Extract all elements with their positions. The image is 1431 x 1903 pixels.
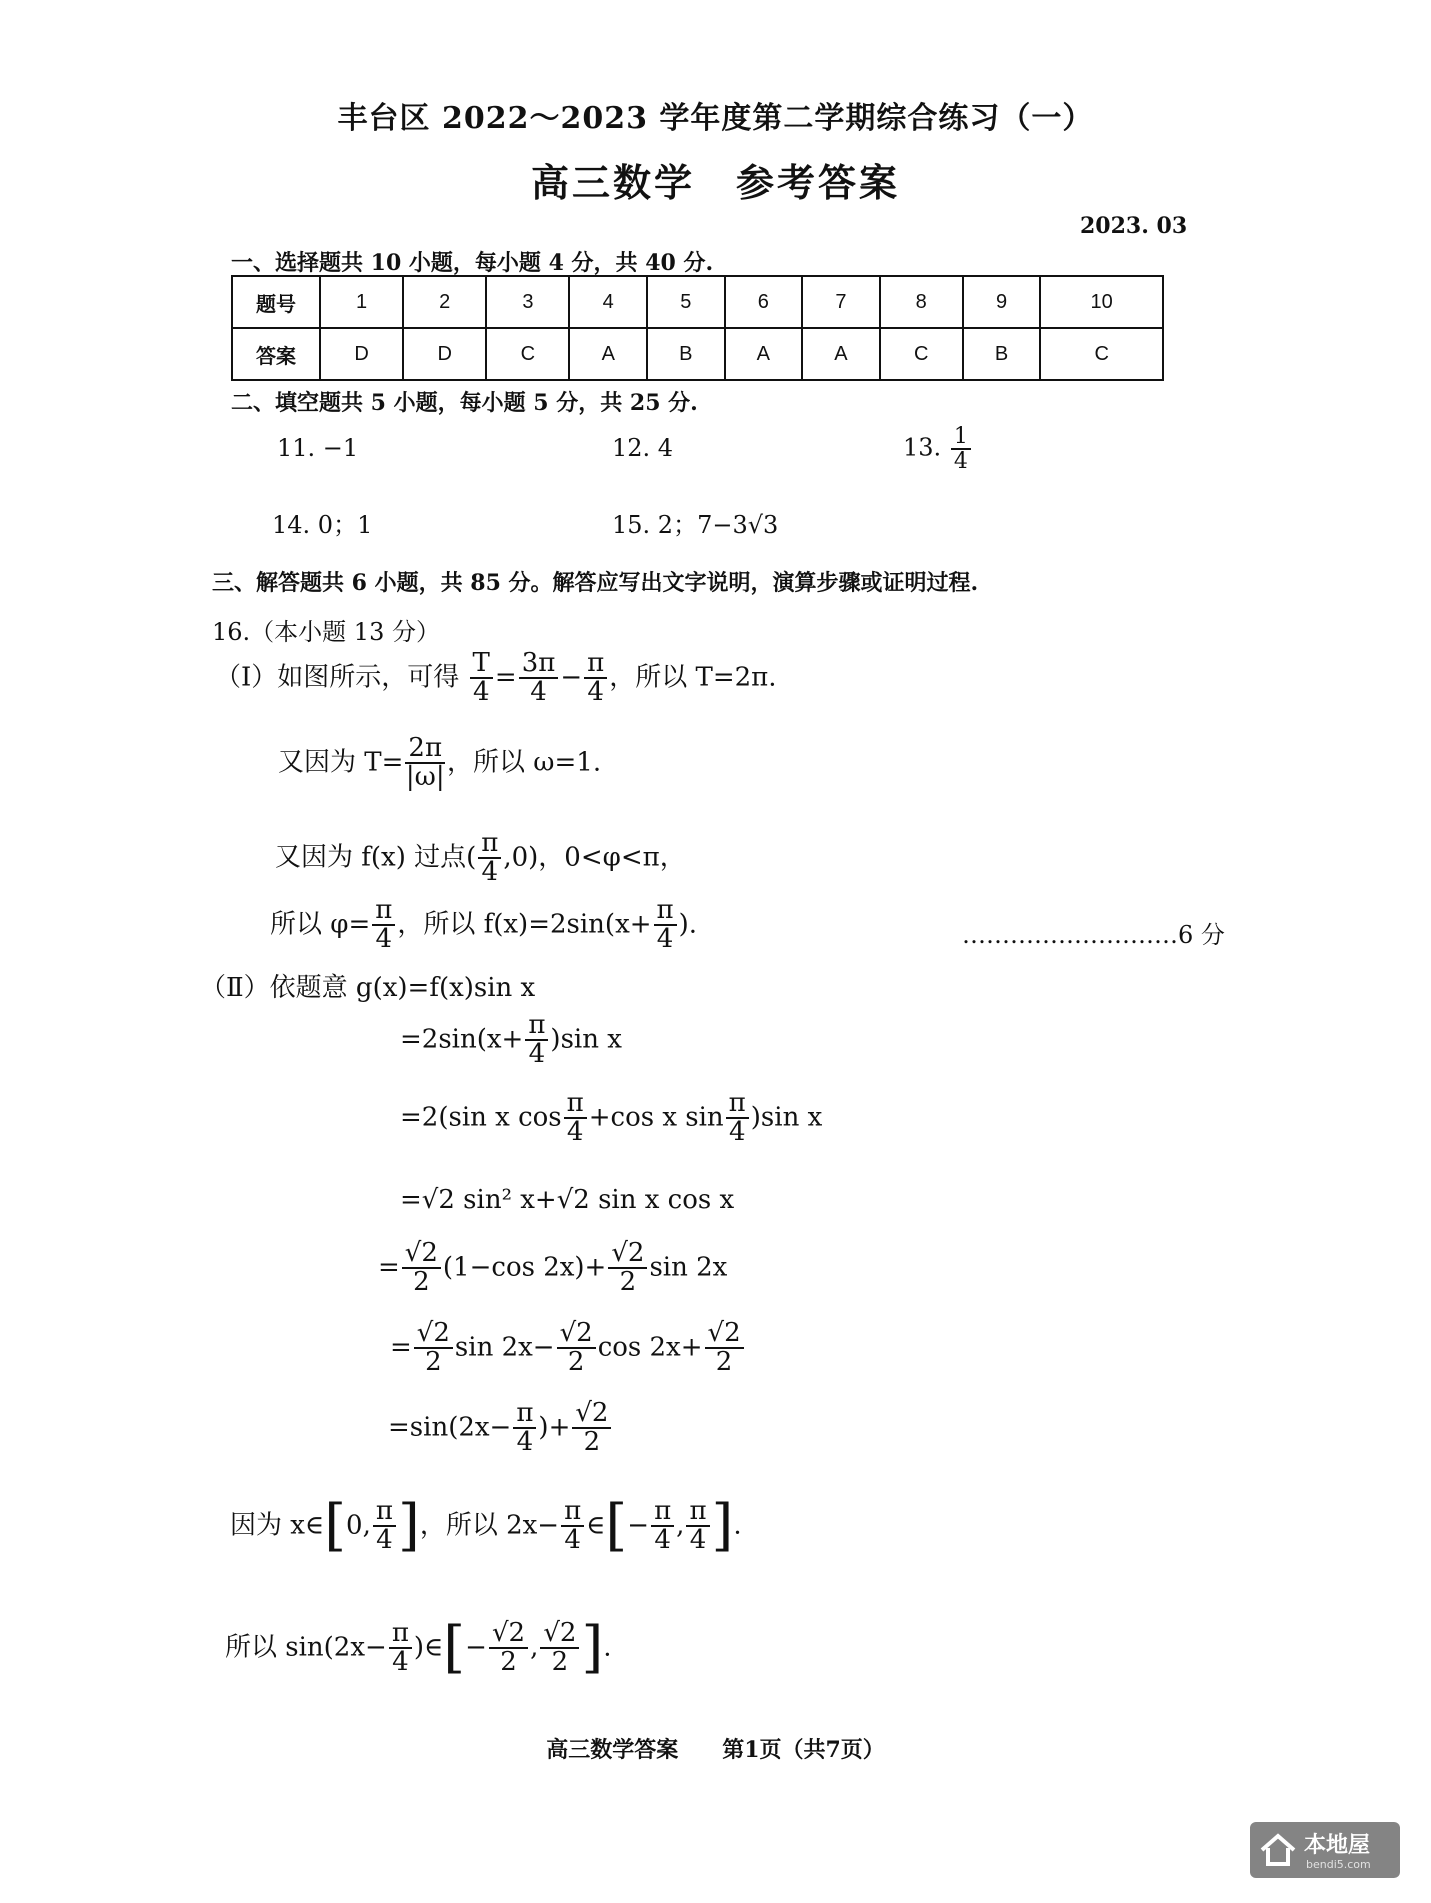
question-number: 10 bbox=[1040, 276, 1163, 328]
part1-line2: 又因为 T= $\frac{2\pi}{|\omega|}$ ，所以 ω=1. bbox=[278, 733, 602, 793]
answer-cell: C bbox=[1040, 328, 1163, 380]
answer-row-label: 答案 bbox=[232, 328, 320, 380]
answer-cell: D bbox=[403, 328, 486, 380]
question-number: 8 bbox=[880, 276, 963, 328]
question-number: 2 bbox=[403, 276, 486, 328]
answer-cell: D bbox=[320, 328, 403, 380]
part2-line1: （Ⅱ）依题意 g(x)=f(x)sin x bbox=[200, 973, 536, 1003]
question-number: 4 bbox=[569, 276, 647, 328]
equation-step-2: =2(sin x cos $\frac{\pi}{4}$ +cos x sin $\frac{\pi}{4}$ )sin x bbox=[400, 1088, 823, 1148]
answer-15: 15. 2；7−3√3 bbox=[612, 511, 779, 539]
answer-cell: C bbox=[486, 328, 569, 380]
question-row-label: 题号 bbox=[232, 276, 320, 328]
fraction: $\frac{√2}{2}$ bbox=[540, 1620, 579, 1677]
fraction: $\frac{\pi}{4}$ bbox=[373, 1498, 396, 1555]
document-subtitle: 高三数学 参考答案 bbox=[530, 160, 900, 205]
fraction: $\frac{T}{4}$ bbox=[470, 650, 493, 707]
question-row bbox=[232, 276, 1163, 328]
fraction: $\frac{\pi}{4}$ bbox=[513, 1400, 536, 1457]
fraction: $\frac{\pi}{4}$ bbox=[654, 897, 677, 954]
question-number: 6 bbox=[725, 276, 803, 328]
range-line-1: 因为 x∈[0, $\frac{\pi}{4}$ ]，所以 2x− $\frac{\pi}{4}$ ∈[− $\frac{\pi}{4}$ , $\frac{\pi}{4}$ ]. bbox=[230, 1493, 742, 1559]
answer-12: 12. 4 bbox=[612, 434, 674, 462]
question-number: 1 bbox=[320, 276, 403, 328]
answer-cell: B bbox=[647, 328, 725, 380]
fraction: $\frac{√2}{2}$ bbox=[489, 1620, 528, 1677]
question-number: 5 bbox=[647, 276, 725, 328]
fraction: $\frac{\pi}{4}$ bbox=[372, 897, 395, 954]
fraction: $\frac{√2}{2}$ bbox=[572, 1400, 611, 1457]
fraction: $\frac{\pi}{4}$ bbox=[525, 1012, 548, 1069]
fraction: $\frac{√2}{2}$ bbox=[402, 1240, 441, 1297]
fraction: $\frac{√2}{2}$ bbox=[705, 1320, 744, 1377]
watermark-url: bendi5.com bbox=[1306, 1858, 1371, 1871]
watermark-text: 本地屋 bbox=[1304, 1833, 1371, 1858]
answer-cell: A bbox=[569, 328, 647, 380]
question-number: 9 bbox=[963, 276, 1041, 328]
answer-11: 11. −1 bbox=[277, 434, 359, 462]
fraction: $\frac{\pi}{4}$ bbox=[564, 1090, 587, 1147]
equation-step-1: =2sin(x+ $\frac{\pi}{4}$ )sin x bbox=[400, 1010, 622, 1070]
equation-step-6: =sin(2x− $\frac{\pi}{4}$ )+ $\frac{√2}{2}$ bbox=[388, 1400, 613, 1457]
answer-cell: B bbox=[963, 328, 1041, 380]
part1-line4: 所以 φ= $\frac{\pi}{4}$ ，所以 f(x)=2sin(x+ $\frac{\pi}{4}$ ). bbox=[270, 895, 698, 955]
section3-heading: 三、解答题共 6 小题，共 85 分。解答应写出文字说明，演算步骤或证明过程. bbox=[212, 570, 979, 596]
answer-cell: C bbox=[880, 328, 963, 380]
fraction: $\frac{2\pi}{|\omega|}$ bbox=[405, 733, 445, 793]
part1-line1: （Ⅰ）如图所示，可得 $\frac{T}{4}$ = $\frac{3\pi}{4}$ − $\frac{\pi}{4}$ ，所以 T=2π. bbox=[215, 648, 777, 708]
range-line-2: 所以 sin(2x− $\frac{\pi}{4}$ )∈[− $\frac{√2}{2}$ , $\frac{√2}{2}$ ]. bbox=[225, 1615, 612, 1681]
answer-table bbox=[231, 275, 1164, 381]
fraction: $\frac{√2}{2}$ bbox=[608, 1240, 647, 1297]
fraction: $\frac{\pi}{4}$ bbox=[686, 1498, 709, 1555]
part1-line3: 又因为 f(x) 过点( $\frac{\pi}{4}$ ,0)，0<φ<π， bbox=[275, 828, 686, 888]
fraction: $\frac{\pi}{4}$ bbox=[478, 830, 501, 887]
answer-row bbox=[232, 328, 1163, 380]
house-icon bbox=[1258, 1830, 1298, 1870]
fraction: $\frac{\pi}{4}$ bbox=[651, 1498, 674, 1555]
fraction: $\frac{\pi}{4}$ bbox=[726, 1090, 749, 1147]
fraction: $\frac{\pi}{4}$ bbox=[389, 1620, 412, 1677]
equation-step-4: = $\frac{√2}{2}$ (1−cos 2x)+ $\frac{√2}{2}$ sin 2x bbox=[378, 1238, 728, 1298]
answer-cell: A bbox=[725, 328, 803, 380]
answer-cell: A bbox=[802, 328, 880, 380]
answer-13-label: 13. bbox=[903, 433, 942, 462]
fraction: $\frac{\pi}{4}$ bbox=[561, 1498, 584, 1555]
fraction: $\frac{√2}{2}$ bbox=[414, 1320, 453, 1377]
fraction: $\frac{√2}{2}$ bbox=[557, 1320, 596, 1377]
document-title: 丰台区 2022～2023 学年度第二学期综合练习（一） bbox=[337, 101, 1094, 136]
site-watermark bbox=[1250, 1822, 1400, 1878]
page-footer: 高三数学答案 第1页（共7页） bbox=[546, 1737, 885, 1763]
equation-step-3: =√2 sin² x+√2 sin x cos x bbox=[400, 1185, 735, 1215]
question-number: 7 bbox=[802, 276, 880, 328]
section1-heading: 一、选择题共 10 小题，每小题 4 分，共 40 分. bbox=[231, 250, 714, 276]
question-16-heading: 16.（本小题 13 分） bbox=[212, 618, 440, 646]
answer-14: 14. 0；1 bbox=[272, 511, 373, 539]
answer-13 bbox=[903, 425, 973, 473]
fraction: $\frac{1}{4}$ bbox=[951, 425, 971, 473]
question-number: 3 bbox=[486, 276, 569, 328]
document-date: 2023. 03 bbox=[1080, 213, 1188, 239]
fraction: $\frac{\pi}{4}$ bbox=[584, 650, 607, 707]
section2-heading: 二、填空题共 5 小题，每小题 5 分，共 25 分. bbox=[231, 390, 698, 416]
fraction: $\frac{3\pi}{4}$ bbox=[519, 650, 559, 707]
score-note: ………………………6 分 bbox=[962, 921, 1225, 949]
equation-step-5: = $\frac{√2}{2}$ sin 2x− $\frac{√2}{2}$ cos 2x+ $\frac{√2}{2}$ bbox=[390, 1320, 746, 1377]
